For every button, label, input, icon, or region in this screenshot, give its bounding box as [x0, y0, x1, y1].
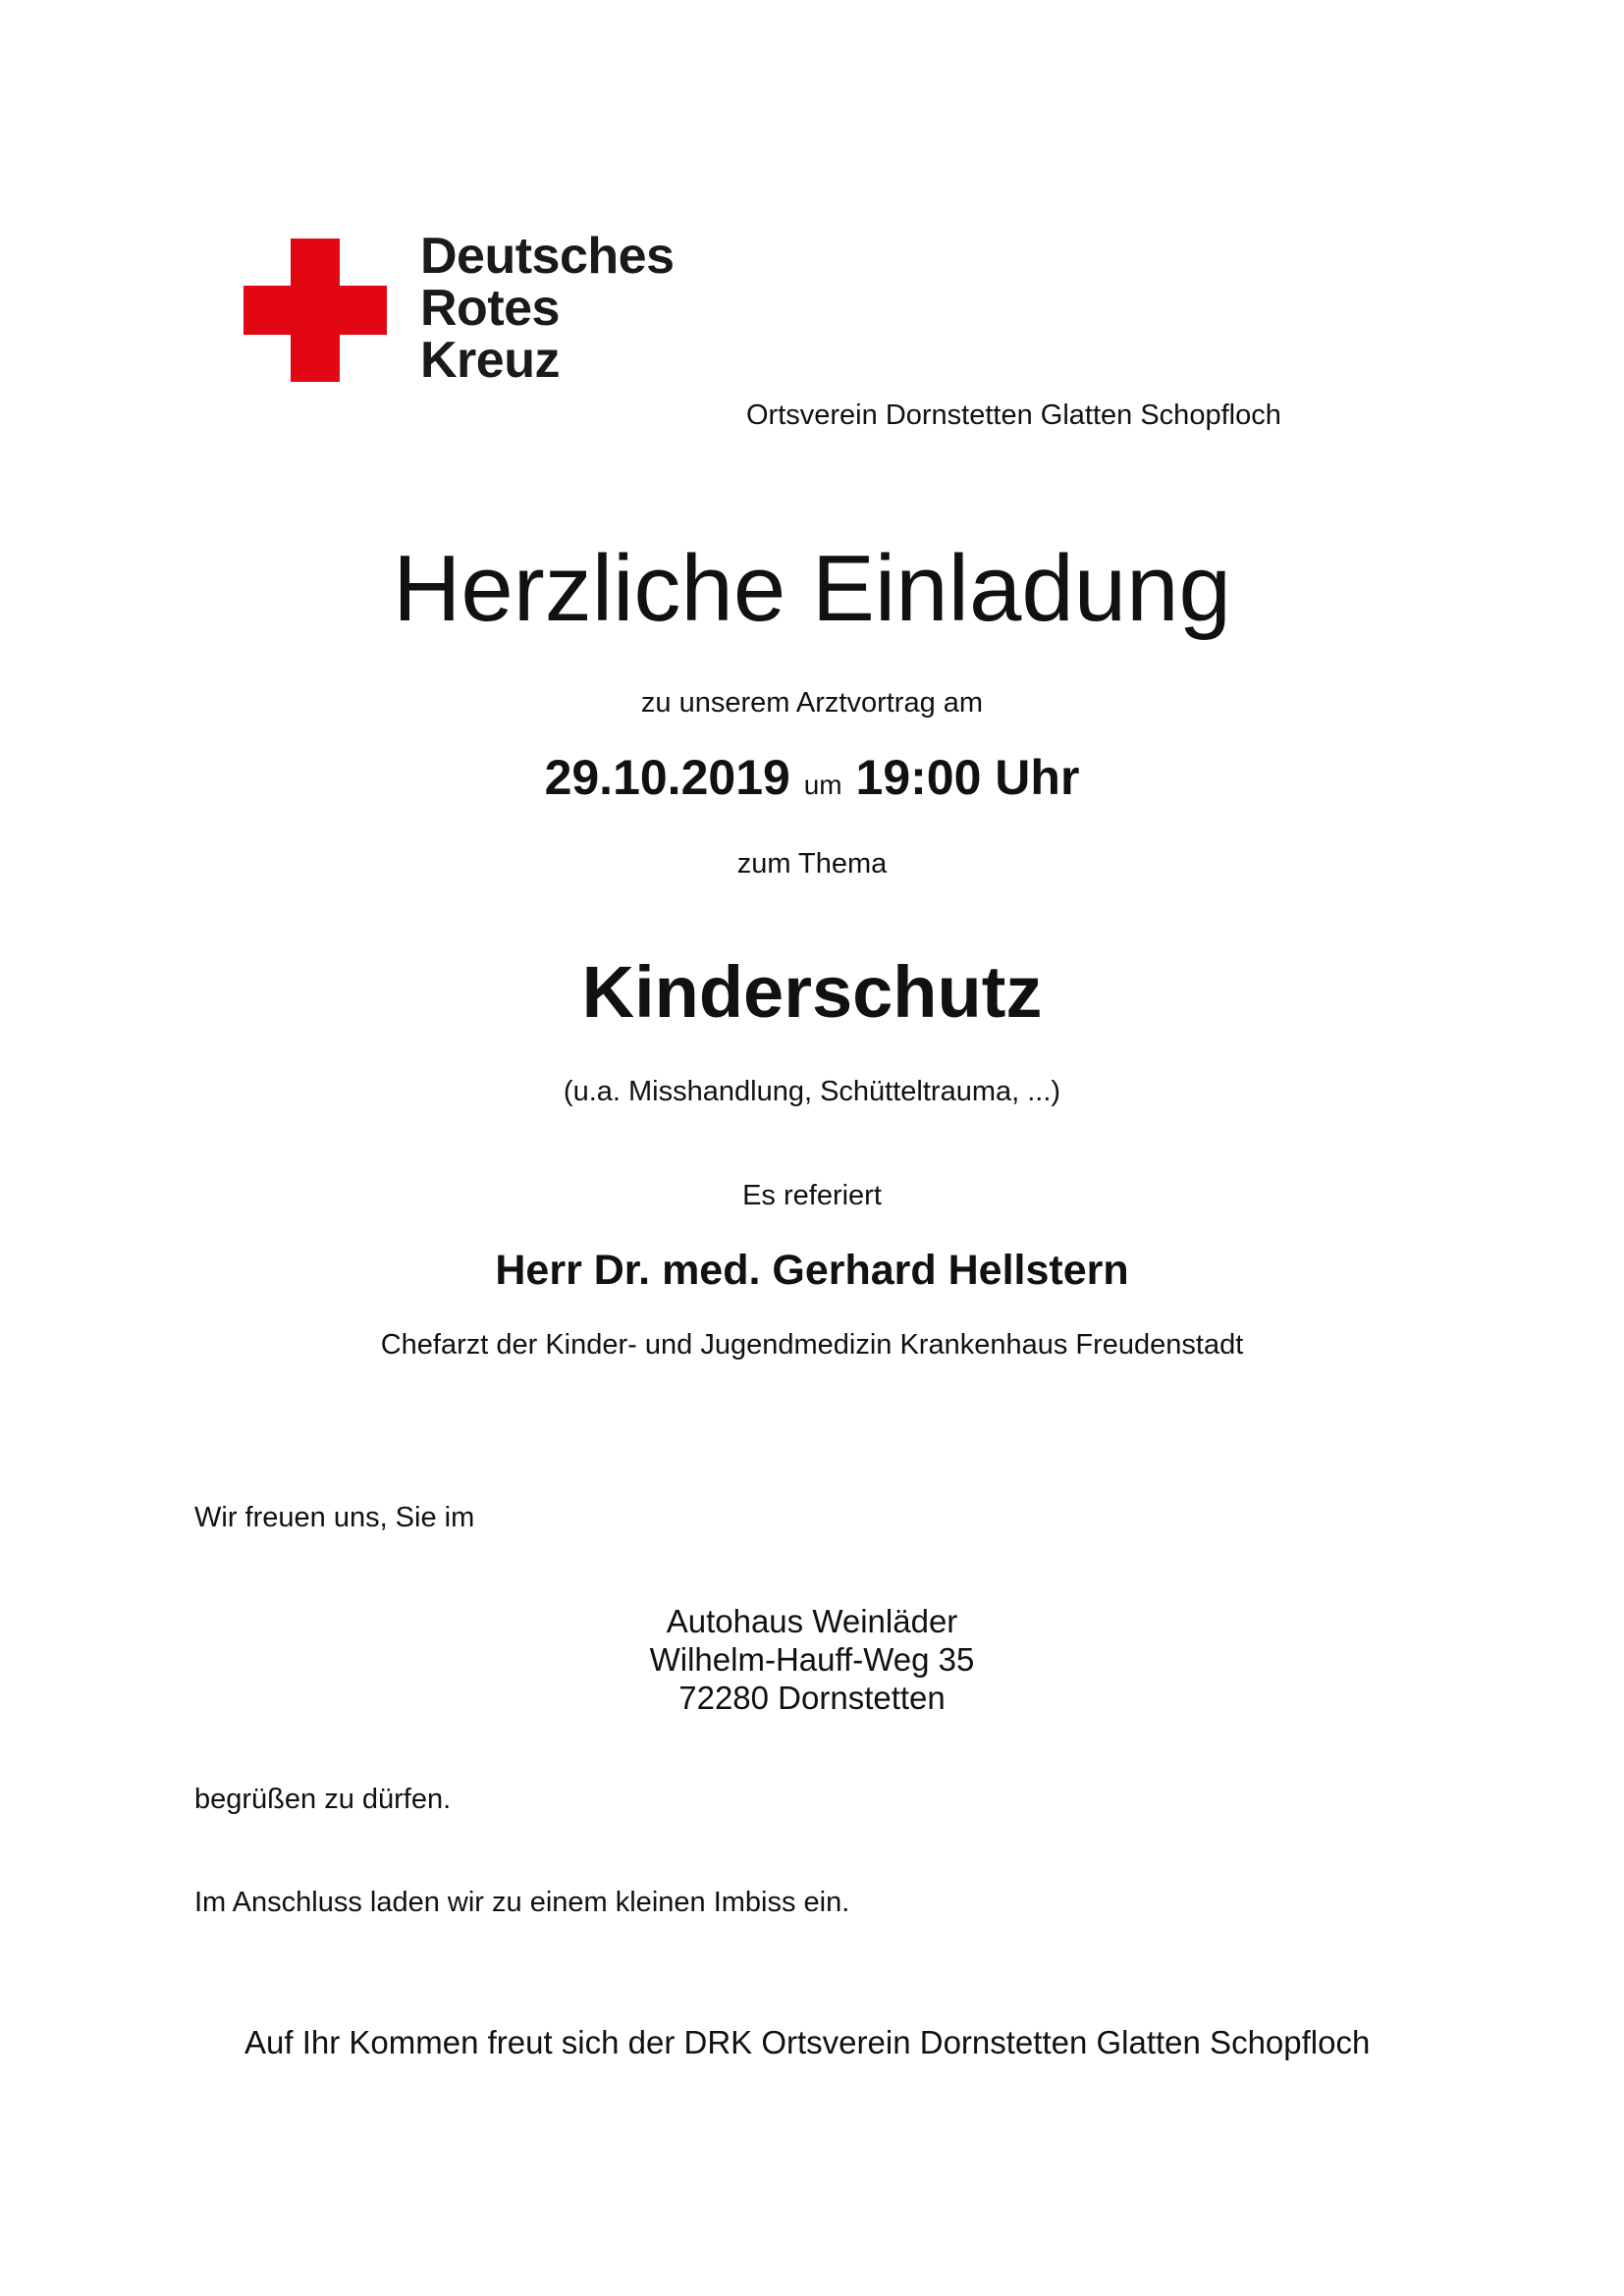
venue-city: 72280 Dornstetten — [678, 1680, 946, 1716]
greeting-text: begrüßen zu dürfen. — [194, 1784, 452, 1815]
event-date: 29.10.2019 — [544, 750, 790, 805]
speaker-role: Chefarzt der Kinder- und Jugendmedizin Krankenhaus Freudenstadt — [380, 1329, 1244, 1361]
closing-text: Auf Ihr Kommen freut sich der DRK Ortsverein Dornstetten Glatten Schopfloch — [244, 2024, 1371, 2060]
speaker-label: Es referiert — [742, 1180, 882, 1211]
speaker-name: Herr Dr. med. Gerhard Hellstern — [495, 1247, 1129, 1294]
event-time: 19:00 Uhr — [855, 750, 1080, 805]
organization-name: Ortsverein Dornstetten Glatten Schopfloch — [746, 400, 1281, 431]
topic-title: Kinderschutz — [581, 951, 1043, 1033]
logo-line-3: Kreuz — [420, 332, 560, 389]
welcome-text: Wir freuen uns, Sie im — [194, 1502, 475, 1533]
logo-line-2: Rotes — [420, 280, 560, 337]
event-connector: um — [803, 770, 842, 800]
logo-line-1: Deutsches — [420, 228, 675, 285]
red-cross-icon — [244, 239, 387, 382]
event-datetime — [0, 748, 1624, 815]
intro-text: zu unserem Arztvortrag am — [640, 687, 984, 719]
snack-text: Im Anschluss laden wir zu einem kleinen Imbiss ein. — [194, 1887, 850, 1918]
venue-street: Wilhelm-Hauff-Weg 35 — [649, 1641, 975, 1678]
venue-address — [0, 1602, 1624, 1717]
topic-note: (u.a. Misshandlung, Schütteltrauma, ...) — [563, 1076, 1061, 1107]
topic-label: zum Thema — [736, 848, 888, 880]
drk-logo-text — [420, 228, 675, 389]
venue-name: Autohaus Weinläder — [666, 1603, 958, 1639]
invitation-title: Herzliche Einladung — [393, 536, 1231, 641]
